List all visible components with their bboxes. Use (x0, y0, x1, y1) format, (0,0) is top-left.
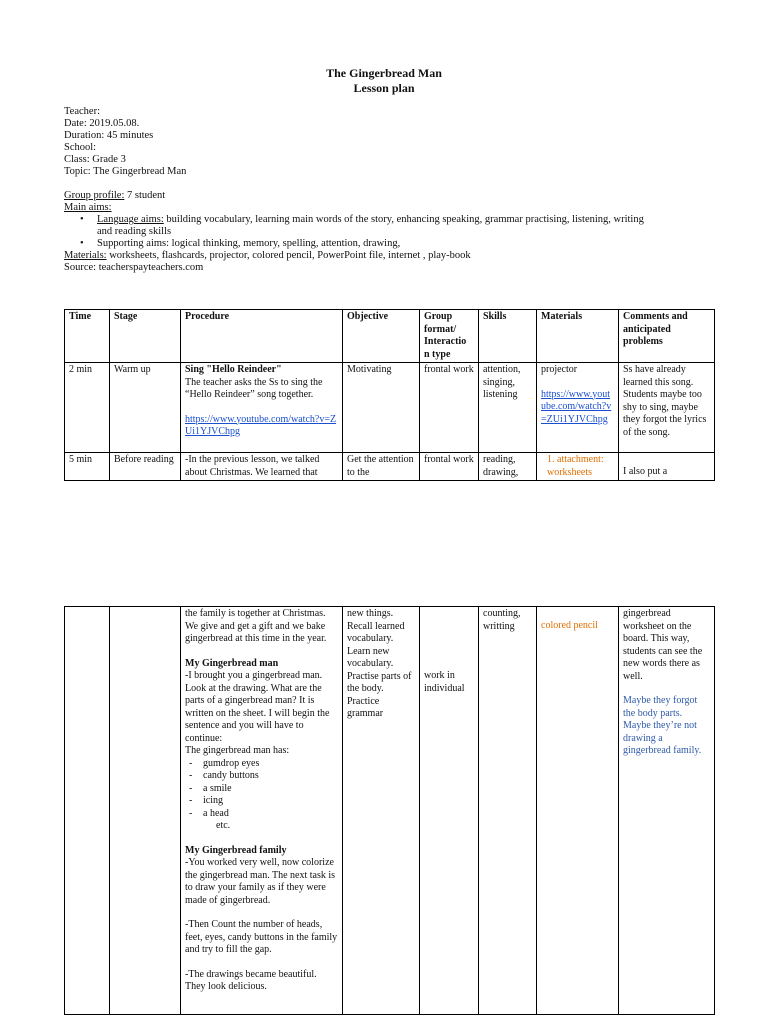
list-etc: etc. (216, 820, 231, 831)
list-item: - a smile (203, 783, 338, 796)
row1-skills: attention, singing, listening (479, 363, 537, 453)
row1-time: 2 min (65, 363, 110, 453)
list-item: - icing (203, 795, 338, 808)
header-time: Time (65, 310, 110, 363)
lesson-info (64, 106, 644, 274)
row2-group: frontal work (420, 453, 479, 481)
language-aims-value-2: and reading skills (97, 226, 172, 237)
list-item: - a head (203, 808, 338, 821)
row1-objective: Motivating (343, 363, 420, 453)
row3-procedure-text-2: -I brought you a gingerbread man. Look at the drawing. What are the parts of a gingerbread man? It is written on the sheet. I will begin the sentence and you will have to continue: (185, 670, 330, 744)
row3-skills: counting, writting (479, 607, 537, 1015)
school-line: School: (64, 142, 97, 153)
row2-comments: I also put a (619, 453, 715, 481)
header-procedure: Procedure (181, 310, 343, 363)
list-item: - candy buttons (203, 770, 338, 783)
row3-procedure-text-1: the family is together at Christmas. We give and get a gift and we bake gingerbread at this time in the year. (185, 608, 327, 644)
header-stage: Stage (110, 310, 181, 363)
row3-comments-text: gingerbread worksheet on the board. This way, students can see the new words there as well. (623, 608, 703, 682)
row3-procedure-title-3: My Gingerbread family (185, 844, 287, 856)
language-aims-continued (97, 226, 644, 238)
header-objective: Objective (343, 310, 420, 363)
date-line: Date: 2019.05.08. (64, 118, 140, 129)
main-aims-label: Main aims: (64, 202, 112, 213)
topic-line: Topic: The Gingerbread Man (64, 166, 187, 177)
header-materials: Materials (537, 310, 619, 363)
group-profile-value: 7 student (124, 190, 166, 201)
teacher-line: Teacher: (64, 106, 100, 117)
row3-procedure-text-5: -Then Count the number of heads, feet, eyes, candy buttons in the family and try to fill the gap. (185, 919, 338, 955)
table-row (65, 453, 715, 481)
row3-procedure-title-2: My Gingerbread man (185, 657, 279, 669)
row2-skills: reading, drawing, (479, 453, 537, 481)
row3-procedure-text-6: -The drawings became beautiful. They look delicious. (185, 968, 317, 992)
table-row (65, 363, 715, 453)
row2-objective: Get the attention to the (343, 453, 420, 481)
row1-materials-text: projector (541, 364, 578, 375)
row3-procedure (181, 607, 343, 1015)
row1-materials (537, 363, 619, 453)
row1-group: frontal work (420, 363, 479, 453)
row2-stage: Before reading (110, 453, 181, 481)
row1-procedure-title: Sing "Hello Reindeer" (185, 364, 282, 375)
row3-objective: new things. Recall learned vocabulary. Learn new vocabulary. Practise parts of the body. Practice grammar (343, 607, 420, 1015)
row2-procedure: -In the previous lesson, we talked about Christmas. We learned that (181, 453, 343, 481)
row2-time: 5 min (65, 453, 110, 481)
row3-comments (619, 607, 715, 1015)
source-line: Source: teacherspayteachers.com (64, 262, 204, 273)
row3-stage (110, 607, 181, 1015)
row3-group: work in individual (420, 607, 479, 1015)
lesson-table-top (64, 309, 715, 481)
page-subtitle: Lesson plan (353, 81, 415, 95)
row1-procedure-text: The teacher asks the Ss to sing the “Hello Reindeer” song together. (185, 376, 323, 400)
language-aims-value: building vocabulary, learning main words of the story, enhancing speaking, grammar practising, listening, writing (163, 214, 644, 225)
row3-materials: colored pencil (537, 607, 619, 1015)
row1-materials-link[interactable]: https://www.youtube.com/watch?v=ZUi1YJVChpg (541, 388, 612, 425)
group-profile-line (64, 190, 644, 202)
list-item: - gumdrop eyes (203, 758, 338, 771)
group-profile-label: Group profile: (64, 190, 125, 201)
class-line: Class: Grade 3 (64, 154, 126, 165)
aims-list (64, 214, 644, 250)
header-group-format: Group format/ Interactio n type (420, 310, 479, 363)
row3-procedure-text-4: -You worked very well, now colorize the gingerbread man. The next task is to draw your family as if they were made of gingerbread. (185, 857, 336, 906)
row3-comments-problems: Maybe they forgot the body parts. Maybe they’re not drawing a gingerbread family. (623, 695, 702, 756)
header-skills: Skills (479, 310, 537, 363)
row1-stage: Warm up (110, 363, 181, 453)
table-row (65, 607, 715, 1015)
lesson-table-continued (64, 606, 715, 1015)
row2-materials: 1. attachment: worksheets (537, 453, 619, 481)
duration-line: Duration: 45 minutes (64, 130, 154, 141)
body-parts-list (185, 758, 338, 821)
row3-time (65, 607, 110, 1015)
materials-label: Materials: (64, 250, 107, 261)
materials-value: worksheets, flashcards, projector, colored pencil, PowerPoint file, internet , play-book (106, 250, 471, 261)
language-aims-label: Language aims: (97, 214, 164, 225)
materials-line (64, 250, 644, 262)
row1-procedure (181, 363, 343, 453)
row1-comments: Ss have already learned this song. Students maybe too shy to sing, maybe they forgot the lyrics of the song. (619, 363, 715, 453)
header-comments: Comments and anticipated problems (619, 310, 715, 363)
row1-song-link[interactable]: https://www.youtube.com/watch?v=ZUi1YJVChpg (185, 413, 337, 437)
page-title: The Gingerbread Man (326, 66, 442, 80)
supporting-aims-item: • Supporting aims: logical thinking, memory, spelling, attention, drawing, (97, 238, 644, 250)
row3-procedure-text-3: The gingerbread man has: (185, 745, 290, 756)
table-header-row (65, 310, 715, 363)
language-aims-item (97, 214, 644, 226)
